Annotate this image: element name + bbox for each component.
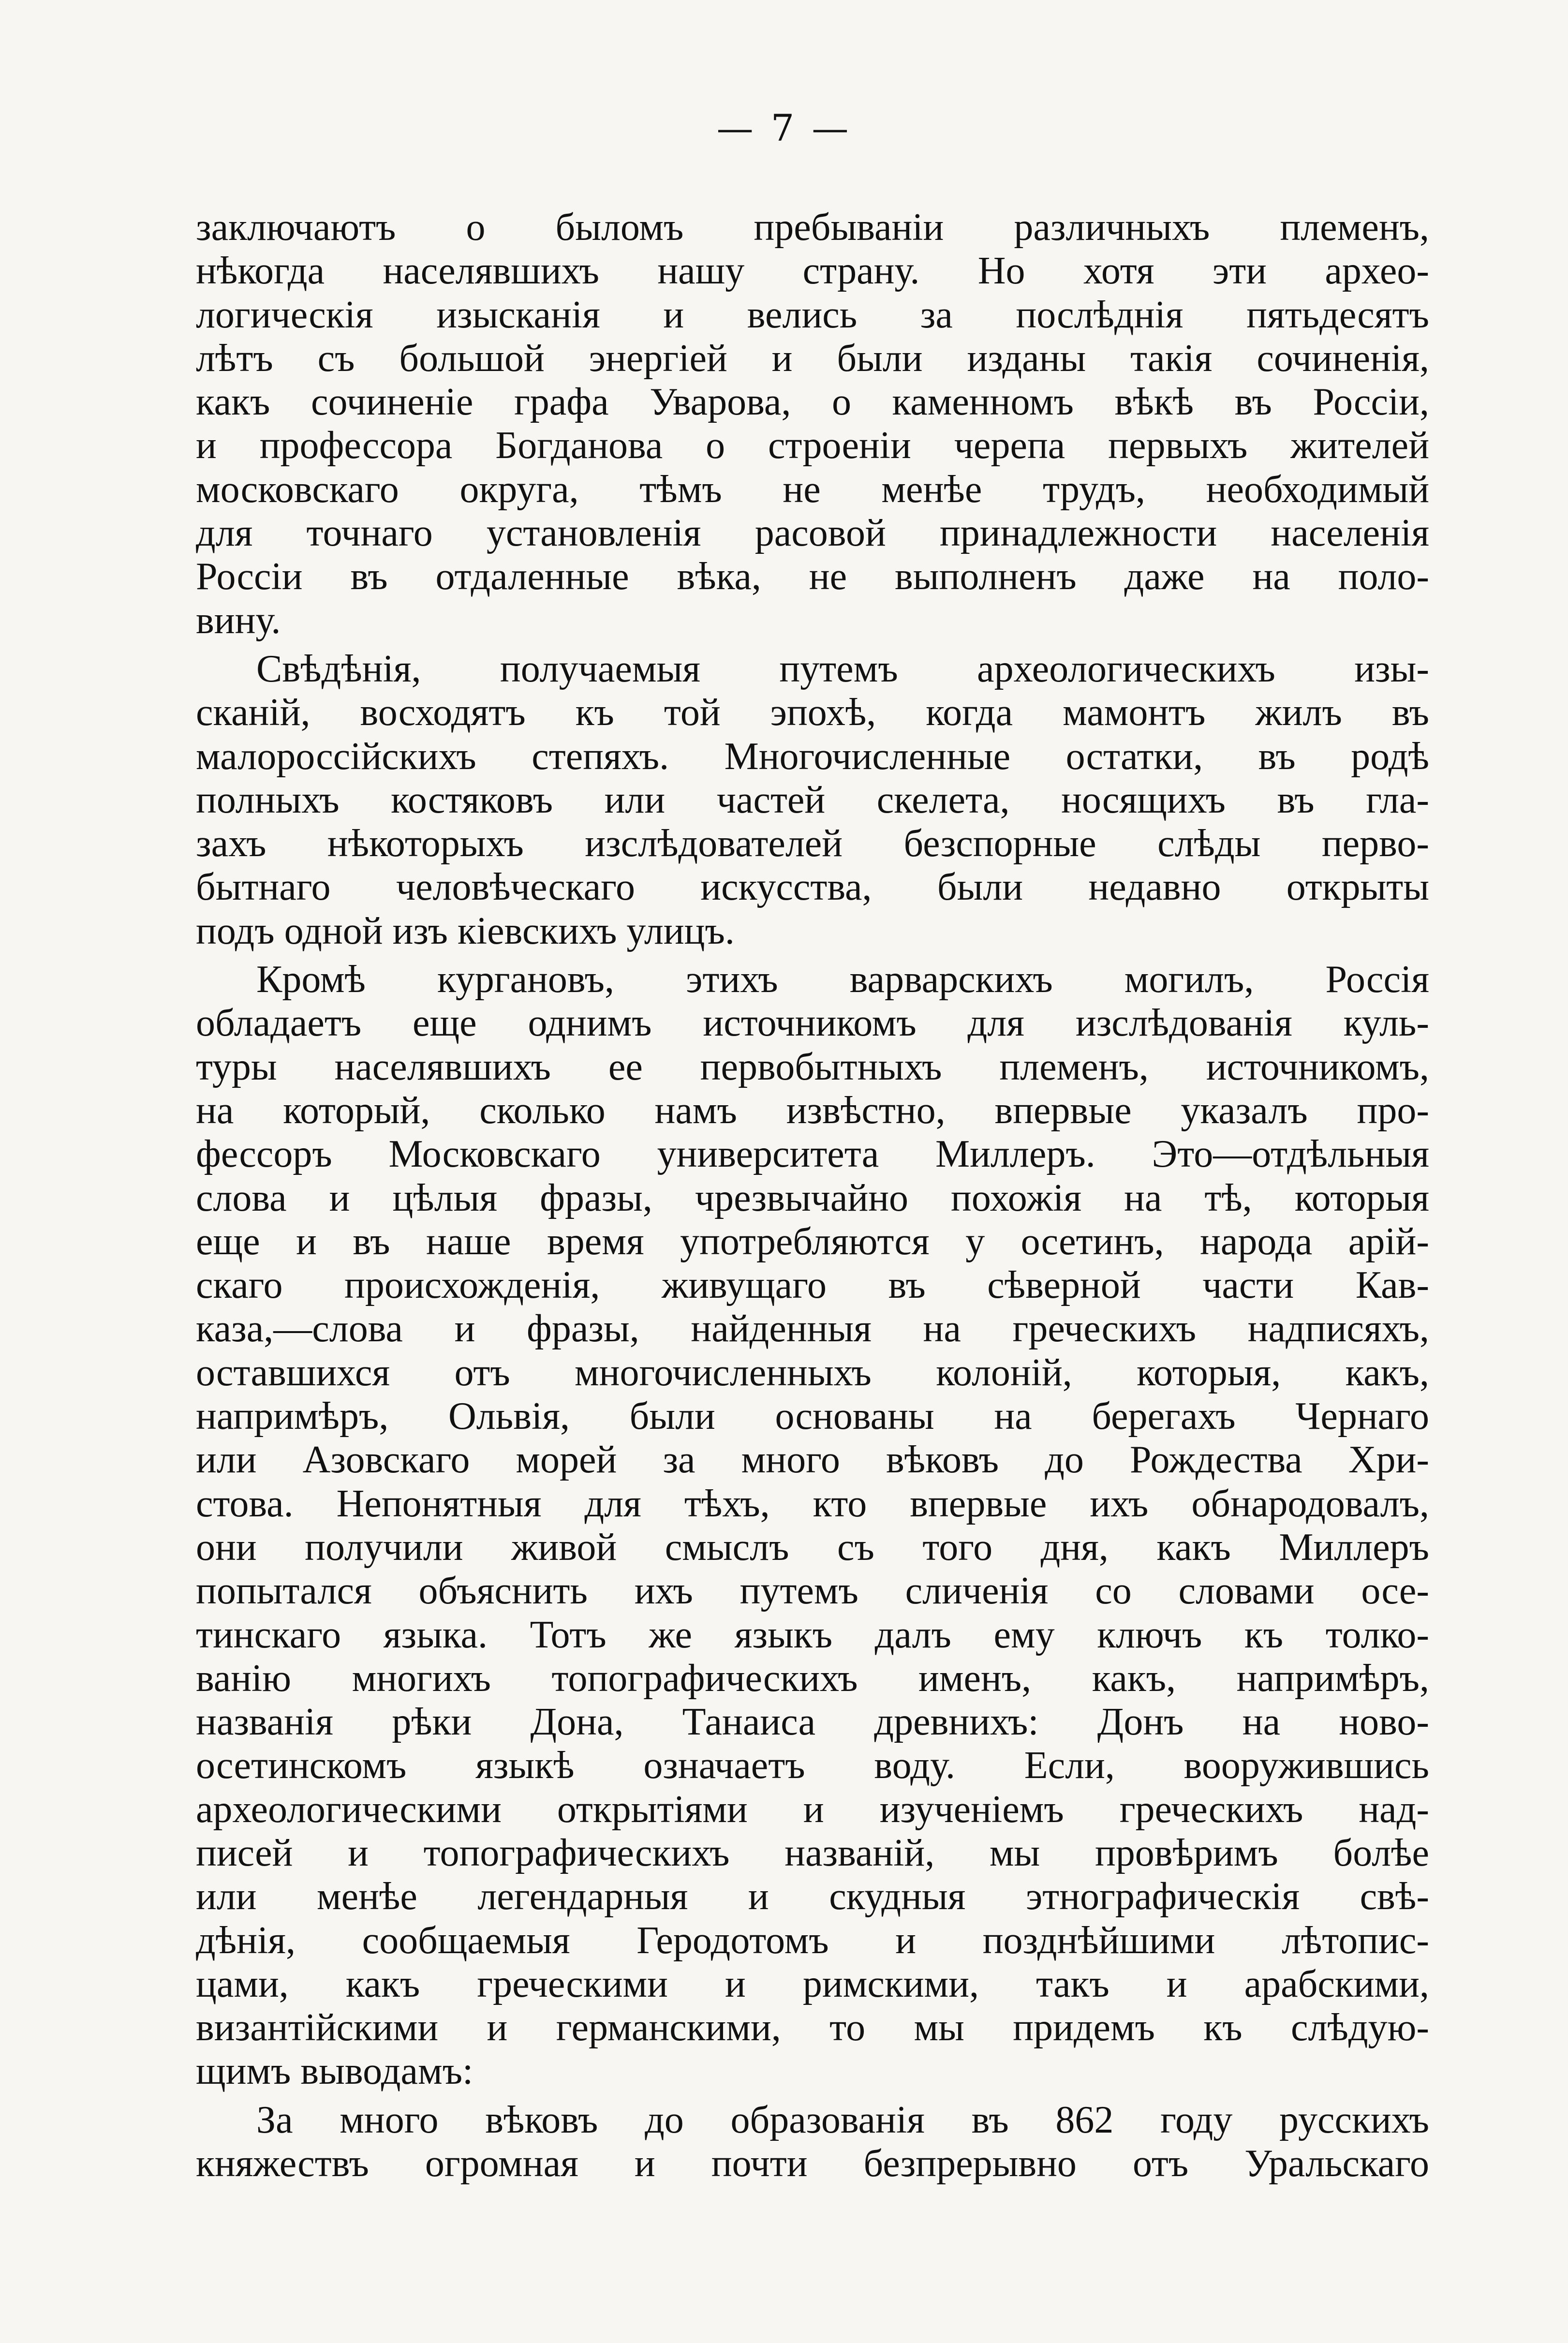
text-line: московскаго округа, тѣмъ не менѣе трудъ, необходимый — [196, 468, 1429, 511]
text-line: щимъ выводамъ: — [196, 2050, 473, 2093]
text-line: вину. — [196, 599, 281, 642]
text-line: слова и цѣлыя фразы, чрезвычайно похожія на тѣ, которыя — [196, 1176, 1429, 1219]
text-line: напримѣръ, Ольвія, были основаны на берегахъ Чернаго — [196, 1395, 1429, 1438]
text-line: ванію многихъ топографическихъ именъ, какъ, напримѣръ, — [196, 1657, 1429, 1700]
text-line: Кромѣ кургановъ, этихъ варварскихъ могилъ, Россія — [256, 958, 1429, 1001]
paragraph-1 — [196, 206, 1429, 642]
text-line: на который, сколько намъ извѣстно, впервые указалъ про- — [196, 1089, 1429, 1132]
text-line: полныхъ костяковъ или частей скелета, носящихъ въ гла- — [196, 778, 1429, 821]
text-line: каза,—слова и фразы, найденныя на греческихъ надписяхъ, — [196, 1307, 1429, 1350]
text-line: заключаютъ о быломъ пребываніи различныхъ племенъ, — [196, 206, 1429, 249]
text-line: цами, какъ греческими и римскими, такъ и арабскими, — [196, 1962, 1429, 2005]
text-line: стова. Непонятныя для тѣхъ, кто впервые ихъ обнародовалъ, — [196, 1482, 1429, 1525]
text-line: обладаетъ еще однимъ источникомъ для изслѣдованія куль- — [196, 1002, 1429, 1045]
text-line: еще и въ наше время употребляются у осетинъ, народа арій- — [196, 1220, 1429, 1263]
paragraph-3 — [196, 958, 1429, 2093]
text-line: дѣнія, сообщаемыя Геродотомъ и позднѣйшими лѣтопис- — [196, 1919, 1429, 1962]
page-number: — 7 — — [716, 106, 852, 149]
text-line: для точнаго установленія расовой принадлежности населенія — [196, 512, 1429, 555]
text-line: фессоръ Московскаго университета Миллеръ. Это—отдѣльныя — [196, 1133, 1429, 1176]
text-line: лѣтъ съ большой энергіей и были изданы такія сочиненія, — [196, 337, 1429, 380]
paragraph-2 — [196, 647, 1429, 953]
text-line: осетинскомъ языкѣ означаетъ воду. Если, вооружившись — [196, 1744, 1429, 1787]
text-line: или Азовскаго морей за много вѣковъ до Рождества Хри- — [196, 1438, 1429, 1482]
paragraph-4 — [196, 2098, 1429, 2186]
text-line: Россіи въ отдаленные вѣка, не выполненъ даже на поло- — [196, 555, 1429, 598]
text-line: захъ нѣкоторыхъ изслѣдователей безспорные слѣды перво- — [196, 822, 1429, 865]
text-line: Свѣдѣнія, получаемыя путемъ археологическихъ изы- — [256, 647, 1429, 690]
text-line: византійскими и германскими, то мы придемъ къ слѣдую- — [196, 2006, 1429, 2049]
text-line: княжествъ огромная и почти безпрерывно отъ Уральскаго — [196, 2142, 1429, 2185]
text-line: оставшихся отъ многочисленныхъ колоній, которыя, какъ, — [196, 1351, 1429, 1394]
body-text — [196, 206, 1429, 2185]
text-line: и профессора Богданова о строеніи черепа первыхъ жителей — [196, 424, 1429, 467]
text-line: или менѣе легендарныя и скудныя этнографическія свѣ- — [196, 1875, 1429, 1918]
text-line: археологическими открытіями и изученіемъ греческихъ над- — [196, 1788, 1429, 1831]
text-line: туры населявшихъ ее первобытныхъ племенъ, источникомъ, — [196, 1045, 1429, 1088]
text-line: писей и топографическихъ названій, мы провѣримъ болѣе — [196, 1831, 1429, 1874]
text-line: какъ сочиненіе графа Уварова, о каменномъ вѣкѣ въ Россіи, — [196, 381, 1429, 424]
text-line: сканій, восходятъ къ той эпохѣ, когда мамонтъ жилъ въ — [196, 691, 1429, 734]
text-line: нѣкогда населявшихъ нашу страну. Но хотя эти архео- — [196, 250, 1429, 293]
text-line: скаго происхожденія, живущаго въ сѣверной части Кав- — [196, 1264, 1429, 1307]
text-line: бытнаго человѣческаго искусства, были недавно открыты — [196, 866, 1429, 909]
text-line: малороссійскихъ степяхъ. Многочисленные остатки, въ родѣ — [196, 735, 1429, 778]
text-line: тинскаго языка. Тотъ же языкъ далъ ему ключъ къ толко- — [196, 1613, 1429, 1656]
text-line: логическія изысканія и велись за послѣднія пятьдесятъ — [196, 293, 1429, 336]
text-line: попытался объяснить ихъ путемъ сличенія со словами осе- — [196, 1570, 1429, 1613]
text-line: названія рѣки Дона, Танаиса древнихъ: Донъ на ново- — [196, 1701, 1429, 1744]
text-line: За много вѣковъ до образованія въ 862 году русскихъ — [256, 2098, 1429, 2141]
text-line: они получили живой смыслъ съ того дня, какъ Миллеръ — [196, 1526, 1429, 1569]
text-line: подъ одной изъ кіевскихъ улицъ. — [196, 909, 735, 952]
